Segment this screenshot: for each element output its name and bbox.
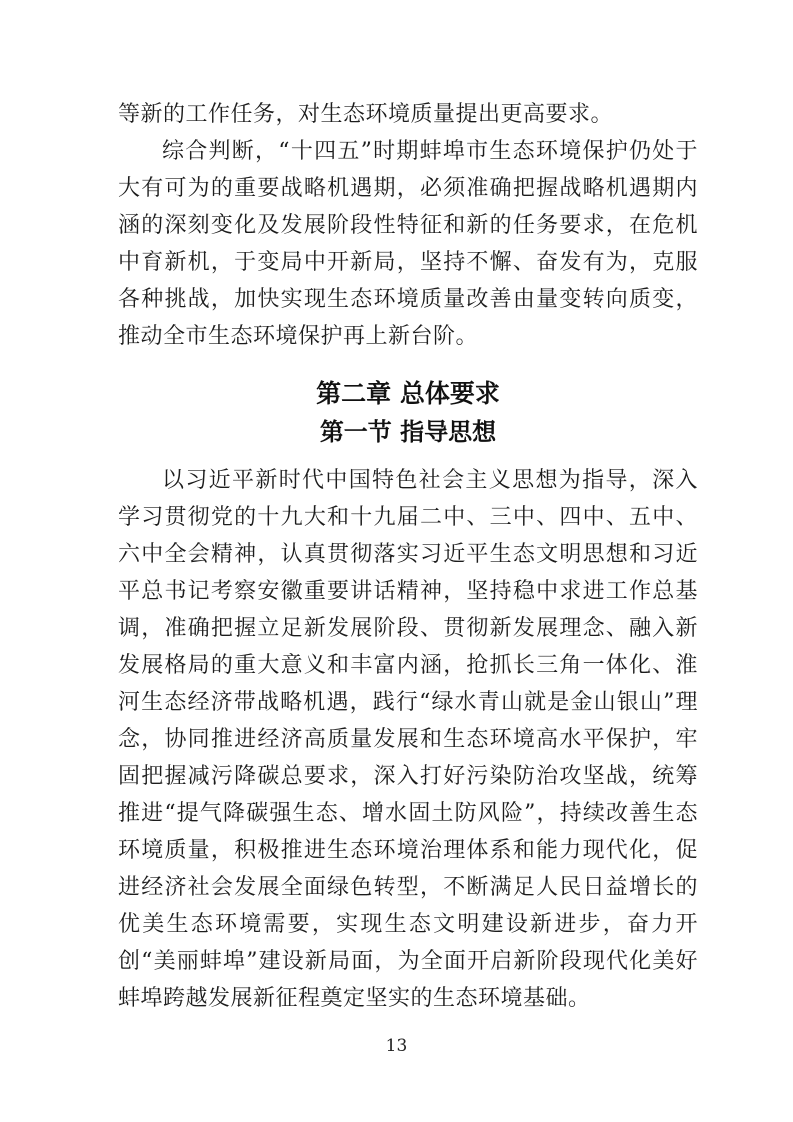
paragraph-continuation: 等新的工作任务，对生态环境质量提出更高要求。 (118, 102, 614, 127)
section-heading: 第一节 指导思想 (319, 418, 497, 446)
paragraph-guiding-ideology: 以习近平新时代中国特色社会主义思想为指导，深入学习贯彻党的十九大和十九届二中、三中、四中、五中、六中全会精神，认真贯彻落实习近平生态文明思想和习近平总书记考察安徽重要讲话精神，坚持稳中求进工作总基调，准确把握立足新发展阶段、贯彻新发展理念、融入新发展格局的重大意义和丰富内涵，抢抓长三角一体化、淮河生态经济带战略机遇，践行“绿水青山就是金山银山”理念，协同推进经济高质量发展和生态环境高水平保护，牢固把握减污降碳总要求，深入打好污染防治攻坚战，统筹推进“提气降碳强生态、增水固土防风险”，持续改善生态环境质量，积极推进生态环境治理体系和能力现代化，促进经济社会发展全面绿色转型，不断满足人民日益增长的优美生态环境需要，实现生态文明建设新进步，奋力开创“美丽蚌埠”建设新局面，为全面开启新阶段现代化美好蚌埠跨越发展新征程奠定坚实的生态环境基础。 (118, 468, 698, 1011)
page-footer (0, 1036, 793, 1056)
chapter-heading: 第二章 总体要求 (316, 379, 500, 408)
headings-block (118, 378, 698, 447)
page-number: 13 (385, 1036, 408, 1056)
page-content (118, 96, 698, 1017)
paragraph-assessment: 综合判断，“十四五”时期蚌埠市生态环境保护仍处于大有可为的重要战略机遇期，必须准确把握战略机遇期内涵的深刻变化及发展阶段性特征和新的任务要求，在危机中育新机，于变局中开新局，坚持不懈、奋发有为，克服各种挑战，加快实现生态环境质量改善由量变转向质变，推动全市生态环境保护再上新台阶。 (118, 139, 698, 349)
